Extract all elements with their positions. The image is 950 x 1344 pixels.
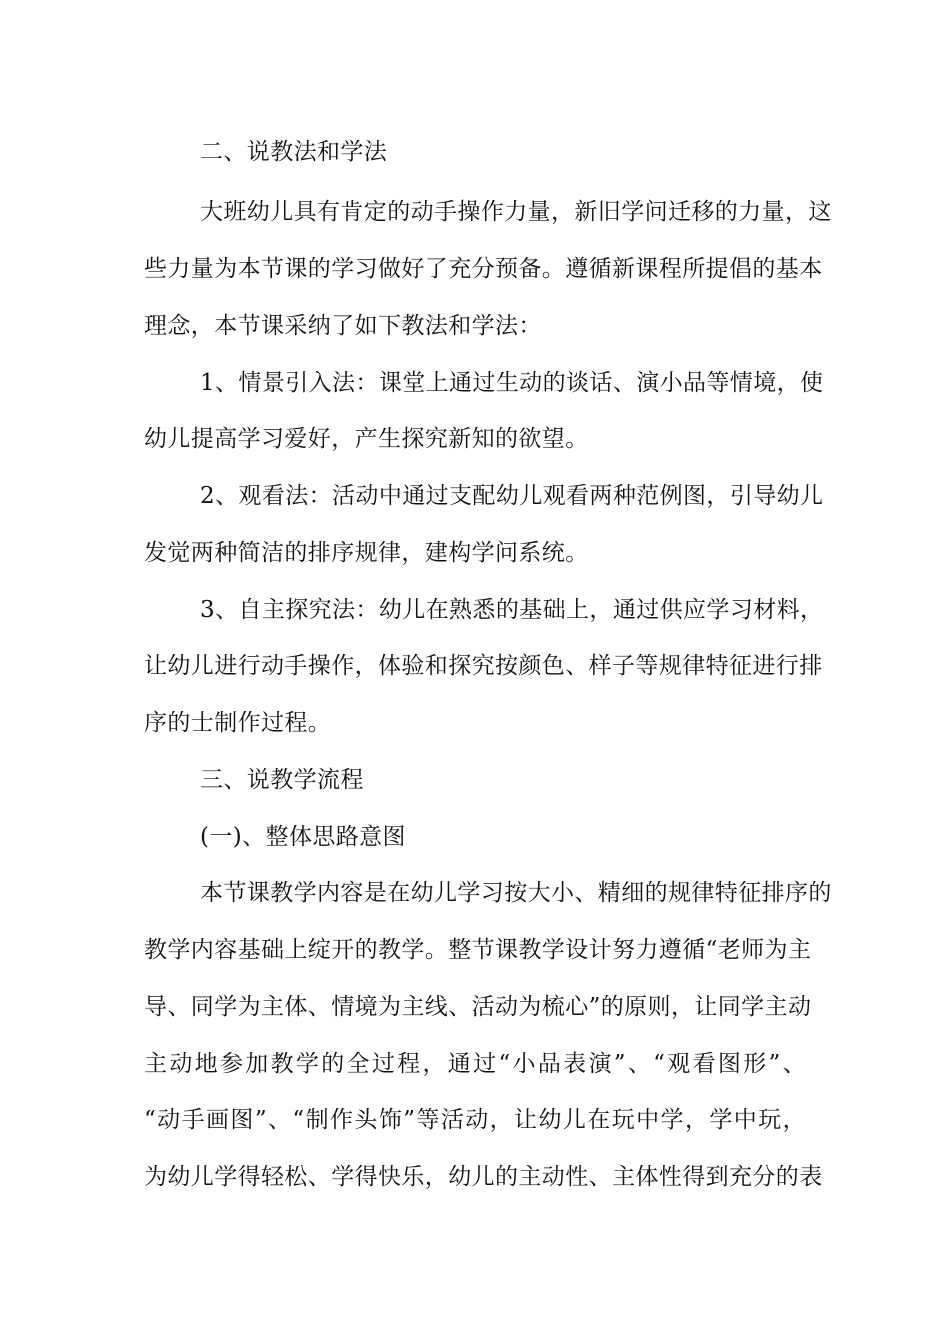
paragraph-line: 发觉两种简洁的排序规律，建构学问系统。 [144, 540, 589, 566]
paragraph-line: 些力量为本节课的学习做好了充分预备。遵循新课程所提倡的基本 [144, 256, 823, 282]
paragraph-line: 本节课教学内容是在幼儿学习按大小、精细的规律特征排序的 [200, 880, 832, 906]
section-heading: 二、说教法和学法 [200, 139, 388, 165]
paragraph-line: 2、观看法：活动中通过支配幼儿观看两种范例图，引导幼儿 [200, 483, 824, 509]
paragraph-line: 大班幼儿具有肯定的动手操作力量，新旧学问迁移的力量，这 [200, 199, 832, 225]
subsection-heading: (一)、整体思路意图 [200, 824, 406, 850]
section-heading: 三、说教学流程 [200, 767, 364, 793]
paragraph-line: 理念，本节课采纳了如下教法和学法： [144, 313, 542, 339]
paragraph-line: 1、情景引入法：课堂上通过生动的谈话、演小品等情境，使 [200, 370, 824, 396]
paragraph-line: 为幼儿学得轻松、学得快乐，幼儿的主动性、主体性得到充分的表 [144, 1164, 823, 1190]
paragraph-line: 教学内容基础上绽开的教学。整节课教学设计努力遵循“老师为主 [144, 937, 812, 963]
paragraph-line: “动手画图”、“制作头饰”等活动，让幼儿在玩中学，学中玩， [144, 1107, 806, 1133]
paragraph-line: 主动地参加教学的全过程，通过“小品表演”、“观看图形”、 [144, 1051, 806, 1077]
paragraph-line: 序的士制作过程。 [144, 710, 332, 736]
paragraph-line: 导、同学为主体、情境为主线、活动为梳心”的原则，让同学主动 [144, 994, 812, 1020]
paragraph-line: 让幼儿进行动手操作，体验和探究按颜色、样子等规律特征进行排 [144, 653, 823, 679]
paragraph-line: 3、自主探究法：幼儿在熟悉的基础上，通过供应学习材料， [200, 597, 824, 623]
paragraph-line: 幼儿提高学习爱好，产生探究新知的欲望。 [144, 426, 589, 452]
